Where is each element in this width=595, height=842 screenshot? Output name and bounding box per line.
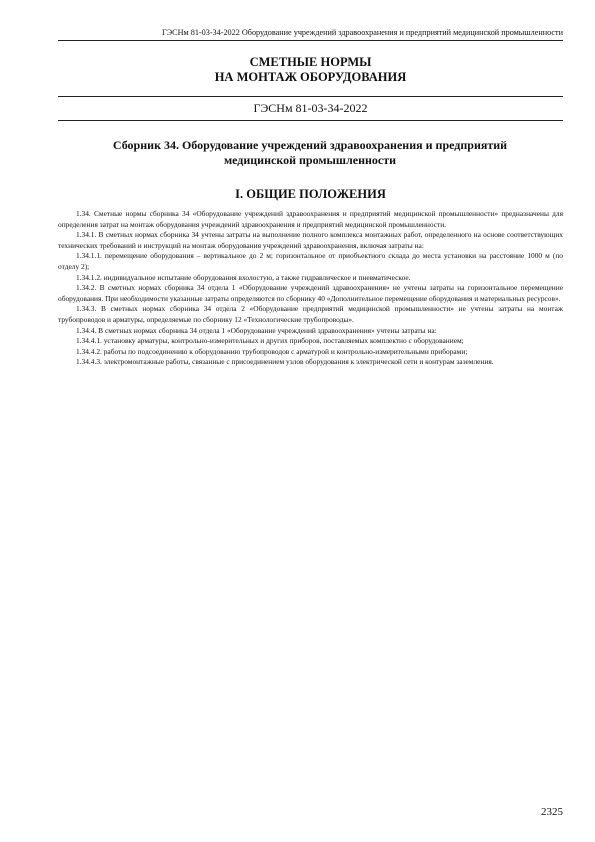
document-title (58, 55, 563, 85)
document-code: ГЭСНм 81-03-34-2022 (253, 101, 368, 115)
title-rule-bottom (58, 120, 563, 121)
paragraph-1-34-1-1: 1.34.1.1. перемещение оборудования – вертикальное до 2 м; горизонтальное от приобъектного склада до места установки на расстояние 1000 м (по отделу 2); (58, 251, 563, 271)
collection-title (70, 138, 550, 168)
paragraph-1-34-4: 1.34.4. В сметных нормах сборника 34 отдела 1 «Оборудование учреждений здравоохранения» учтены затраты на: (76, 325, 437, 335)
paragraph-1-34-1-2: 1.34.1.2. индивидуальное испытание оборудования вхолостую, а также гидравлическое и пневматическое. (76, 272, 411, 282)
collection-title-line-2: медицинской промышленности (223, 153, 397, 167)
title-rule-top (58, 96, 563, 97)
paragraph-1-34-3: 1.34.3. В сметных нормах сборника 34 отдела 2 «Оборудование предприятий медицинской промышленности» не учтены затраты на монтаж трубопроводов и арматуры, определяемые по сборнику 12 «Технологические трубопроводы». (58, 304, 563, 324)
document-title-line-2: НА МОНТАЖ ОБОРУДОВАНИЯ (214, 70, 407, 84)
paragraph-1-34-4-2: 1.34.4.2. работы по подсоединению к оборудованию трубопроводов с арматурой и контрольно-измерительными приборами; (76, 346, 468, 356)
paragraph-1-34-4-1: 1.34.4.1. установку арматуры, контрольно-измерительных и других приборов, поставляемых комплектно с оборудованием; (76, 336, 464, 346)
paragraph-1-34-1: 1.34.1. В сметных нормах сборника 34 учтены затраты на выполнение полного комплекса монтажных работ, определенного на основе соответствующих технических требований и инструкций на монтаж оборудования учреждений здравоохранения, включая затраты на: (58, 230, 563, 250)
paragraph-1-34-2: 1.34.2. В сметных нормах сборника 34 отдела 1 «Оборудование учреждений здравоохранения» не учтены затраты на горизонтальное перемещение оборудования. При необходимости указанные затраты определяются по сборнику 40 «Дополнительное перемещение оборудования и материальных ресурсов». (58, 283, 563, 303)
header-rule (58, 40, 563, 41)
paragraph-1-34: 1.34. Сметные нормы сборника 34 «Оборудование учреждений здравоохранения и предприятий медицинской промышленности» предназначены для определения затрат на монтаж оборудования учреждений здравоохранения и предприятий медицинской промышленности. (58, 209, 563, 229)
document-title-line-1: СМЕТНЫЕ НОРМЫ (249, 55, 372, 69)
page-number: 2325 (541, 806, 563, 818)
section-heading: I. ОБЩИЕ ПОЛОЖЕНИЯ (235, 187, 386, 201)
running-header: ГЭСНм 81-03-34-2022 Оборудование учреждений здравоохранения и предприятий медицинской промышленности (161, 28, 563, 37)
body-text (58, 209, 563, 368)
paragraph-1-34-4-3: 1.34.4.3. электромонтажные работы, связанные с присоединением узлов оборудования к электрической сети и контурам заземления. (76, 357, 494, 367)
collection-title-line-1: Сборник 34. Оборудование учреждений здравоохранения и предприятий (112, 138, 508, 152)
